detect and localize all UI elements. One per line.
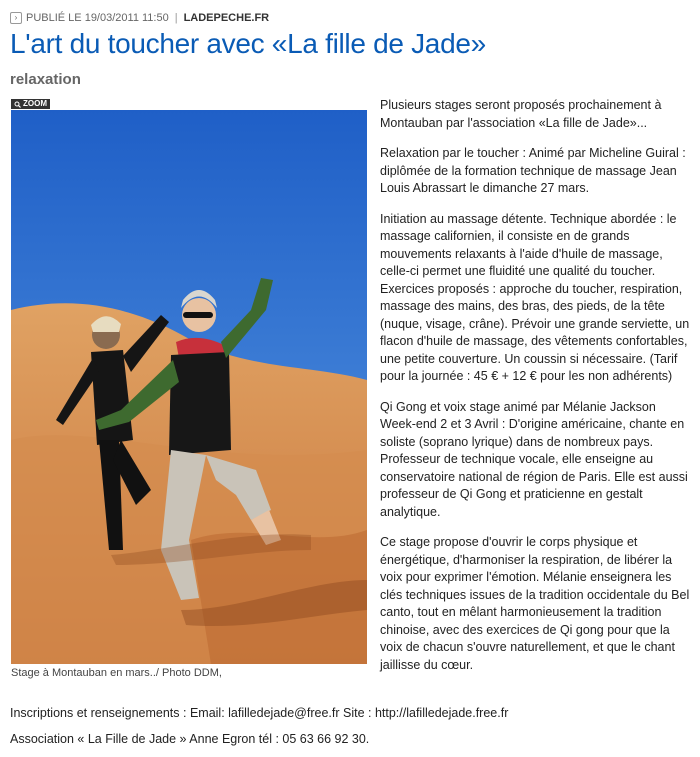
zoom-label: ZOOM: [23, 99, 47, 108]
article-photo[interactable]: [11, 110, 367, 664]
paragraph: Initiation au massage détente. Technique abordée : le massage californien, il consiste en de grands mouvements relaxants à l'aide d'huile de massage, celle-ci permet une fluidité une qualité du toucher. Exercices proposés : approche du toucher, respiration, massage des mains, des bras, des pieds, de la tête (nuque, visage, crâne). Prévoir une grande serviette, un flacon d'huile de massage, des vêtements confortables, une petite couverture. Un coussin si nécessaire. (Tarif pour la journée : 45 € + 12 € pour les non adhérents): [380, 211, 690, 383]
meta-separator: |: [174, 12, 178, 24]
association-line: Association « La Fille de Jade » Anne Egron tél : 05 63 66 92 30.: [10, 732, 370, 746]
article-body: [380, 97, 695, 687]
article-title: L'art du toucher avec «La fille de Jade»: [10, 28, 486, 59]
photo-caption: Stage à Montauban en mars../ Photo DDM,: [11, 667, 222, 679]
paragraph: Qi Gong et voix stage animé par Mélanie Jackson Week-end 2 et 3 Avril : D'origine américaine, chante en soliste (soprano lyrique) dans de nombreux pays. Professeur de technique vocale, elle enseigne au conservatoire national de région de Paris. Elle est aussi professeur de Qi Gong et praticienne en gestalt analytique.: [380, 399, 688, 519]
contact-line: Inscriptions et renseignements : Email: lafilledejade@free.fr Site : http://lafilledejade.free.fr: [10, 706, 509, 720]
desert-photo-illustration: [11, 110, 367, 664]
paragraph: Relaxation par le toucher : Animé par Micheline Guiral : diplômée de la formation technique de massage Jean Louis Abrassart le dimanche 27 mars.: [380, 146, 686, 195]
article-footer: [10, 705, 508, 757]
arrow-right-icon: ›: [10, 12, 22, 24]
article-rubric: relaxation: [10, 71, 81, 88]
paragraph: Ce stage propose d'ouvrir le corps physique et énergétique, d'harmoniser la respiration, de libérer la voix pour exprimer l'émotion. Mélanie enseignera les clés techniques issues de la tradition occidentale du Bel canto, tout en mêlant harmonieusement la tradition chinoise, avec des exercices de Qi gong pour que la voix de chacun s'ouvre naturellement, et que le chant jaillisse du cœur.: [380, 535, 690, 672]
paragraph: Plusieurs stages seront proposés prochainement à Montauban par l'association «La fille de Jade»...: [380, 98, 662, 130]
zoom-button[interactable]: [11, 99, 50, 109]
publish-date: PUBLIÉ LE 19/03/2011 11:50: [26, 12, 169, 24]
site-link[interactable]: LADEPECHE.FR: [183, 12, 270, 24]
article-meta: [10, 12, 269, 24]
magnifier-icon: [14, 101, 21, 108]
